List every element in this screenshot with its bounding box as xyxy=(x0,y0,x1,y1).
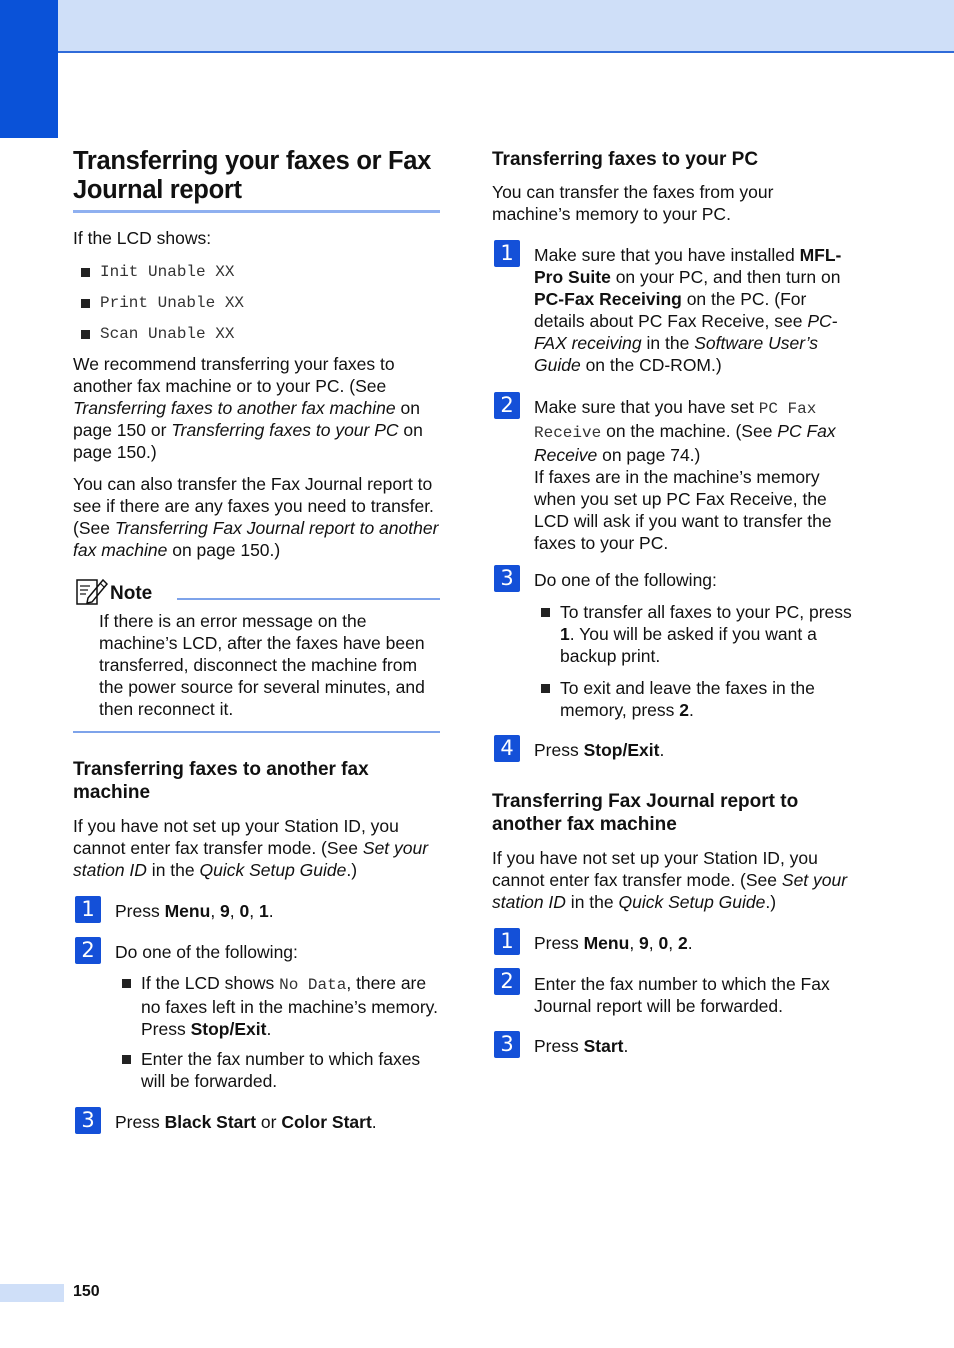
pc-step-4-text: Press Stop/Exit. xyxy=(534,740,665,760)
step-number-badge: 3 xyxy=(75,1107,101,1134)
step-2-text: Do one of the following: xyxy=(115,942,298,962)
step-1-text: Press Menu, 9, 0, 1. xyxy=(115,901,274,921)
journal-step-1-text: Press Menu, 9, 0, 2. xyxy=(534,933,693,953)
journal-station-id-paragraph: If you have not set up your Station ID, you cannot enter fax transfer mode. (See Set your station ID in the Quick Setup Guide.) xyxy=(492,848,848,912)
note-bottom-rule xyxy=(73,731,440,733)
note-top-rule xyxy=(177,598,440,600)
chapter-tab xyxy=(0,0,58,138)
recommend-paragraph: We recommend transferring your faxes to another fax machine or to your PC. (See Transferring faxes to another fax machine on page 150 or Transferring faxes to your PC on page 150.) xyxy=(73,354,423,462)
page-title: Transferring your faxes or Fax Journal report xyxy=(73,147,432,204)
journal-step-3-text: Press Start. xyxy=(534,1036,629,1056)
section-heading-fax-machine: Transferring faxes to another fax machine xyxy=(73,759,369,803)
step-number-badge: 3 xyxy=(494,1031,520,1058)
page-number: 150 xyxy=(73,1283,100,1300)
step-number-badge: 1 xyxy=(75,896,101,923)
pc-intro: You can transfer the faxes from your machine’s memory to your PC. xyxy=(492,182,774,224)
step-3-text: Press Black Start or Color Start. xyxy=(115,1112,377,1132)
section-heading-journal: Transferring Fax Journal report to another fax machine xyxy=(492,791,799,835)
lcd-intro: If the LCD shows: xyxy=(73,228,212,248)
note-label: Note xyxy=(110,583,153,604)
pc-step-1-text: Make sure that you have installed MFL-Pro Suite on your PC, and then turn on PC-Fax Receiving on the PC. (For details about PC Fax Receive, see PC-FAX receiving in the Software User’s Guide on the CD-ROM.) xyxy=(534,245,842,375)
note-text: If there is an error message on the machine’s LCD, after the faxes have been transferred, disconnect the machine from the power source for several minutes, and then reconnect it. xyxy=(99,611,425,719)
journal-step-2-text: Enter the fax number to which the Fax Journal report will be forwarded. xyxy=(534,974,830,1016)
bullet-square-icon xyxy=(81,299,90,308)
journal-paragraph: You can also transfer the Fax Journal report to see if there are any faxes you need to transfer. (See Transferring Fax Journal report to another fax machine on page 150.) xyxy=(73,474,439,560)
step-number-badge: 2 xyxy=(494,392,520,419)
section-heading-pc: Transferring faxes to your PC xyxy=(492,149,759,170)
step-number-badge: 1 xyxy=(494,928,520,955)
step-number-badge: 2 xyxy=(494,968,520,995)
bullet-square-icon xyxy=(122,1055,131,1064)
title-underline xyxy=(73,210,440,213)
footer-band xyxy=(0,1284,64,1302)
bullet-square-icon xyxy=(81,330,90,339)
step-number-badge: 2 xyxy=(75,937,101,964)
bullet-square-icon xyxy=(541,684,550,693)
pc-step-2-text: Make sure that you have set PC Fax Receive on the machine. (See PC Fax Receive on page 74.) If faxes are in the machine’s memory when you set up PC Fax Receive, the LCD will ask if you want to transfer the faxes to your PC. xyxy=(534,397,836,553)
pc-step-3-text: Do one of the following: xyxy=(534,570,717,590)
step-number-badge: 3 xyxy=(494,565,520,592)
step-number-badge: 1 xyxy=(494,240,520,267)
bullet-square-icon xyxy=(122,979,131,988)
header-band xyxy=(58,0,954,53)
note-pencil-icon xyxy=(76,576,108,606)
bullet-square-icon xyxy=(81,268,90,277)
station-id-paragraph: If you have not set up your Station ID, you cannot enter fax transfer mode. (See Set your station ID in the Quick Setup Guide.) xyxy=(73,816,429,880)
step-number-badge: 4 xyxy=(494,735,520,762)
bullet-square-icon xyxy=(541,608,550,617)
